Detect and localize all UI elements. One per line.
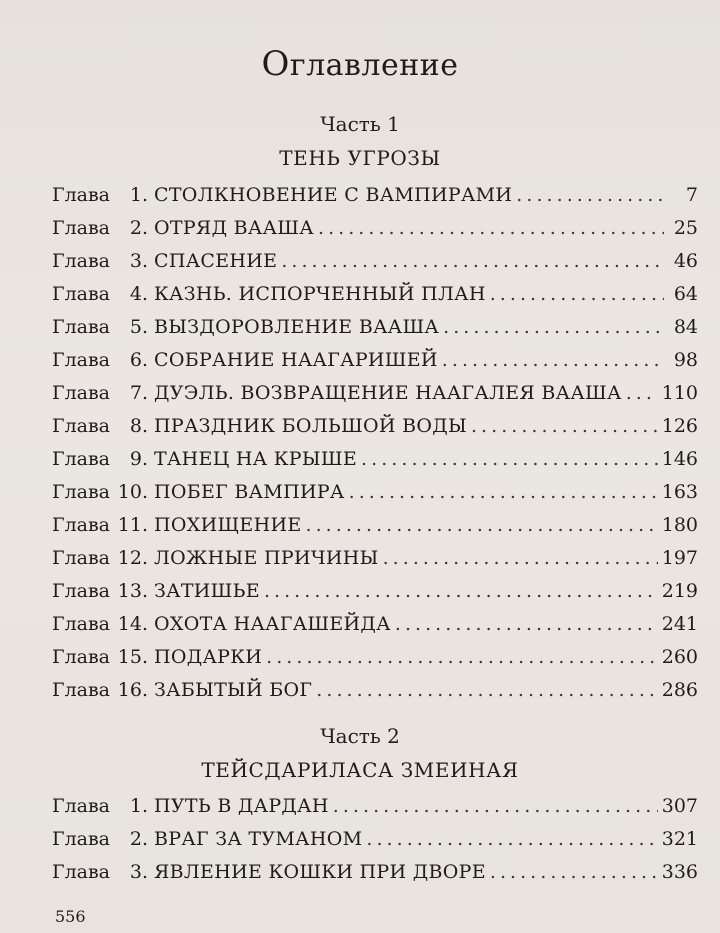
chapter-number: 9. — [129, 448, 148, 470]
dot-leader — [516, 184, 664, 206]
part-2-name: ТЕЙСДАРИЛАСА ЗМЕИНАЯ — [201, 758, 519, 782]
dot-leader — [490, 283, 664, 305]
toc-entry[interactable] — [52, 646, 698, 679]
dot-leader — [442, 349, 664, 371]
chapter-title: ПОДАРКИ — [154, 646, 263, 668]
dot-leader — [383, 547, 658, 569]
chapter-number: 8. — [129, 415, 148, 437]
chapter-title: ВЫЗДОРОВЛЕНИЕ ВААША — [154, 316, 440, 338]
chapter-number: 5. — [129, 316, 148, 338]
chapter-word: Глава — [52, 795, 111, 817]
toc-entry[interactable] — [52, 184, 698, 217]
dot-leader — [443, 316, 664, 338]
chapter-title: СОБРАНИЕ НААГАРИШЕЙ — [154, 349, 438, 371]
chapter-number: 16. — [117, 679, 148, 701]
toc-entry[interactable] — [52, 795, 698, 828]
dot-leader — [366, 828, 657, 850]
chapter-page: 64 — [673, 283, 698, 305]
toc-part-2 — [52, 795, 698, 894]
chapter-word: Глава — [52, 250, 111, 272]
chapter-word: Глава — [52, 184, 111, 206]
dot-leader — [306, 514, 658, 536]
chapter-title: ОХОТА НААГАШЕЙДА — [154, 613, 391, 635]
chapter-number: 12. — [117, 547, 148, 569]
toc-entry[interactable] — [52, 514, 698, 547]
chapter-title: ПОХИЩЕНИЕ — [154, 514, 302, 536]
dot-leader — [626, 382, 658, 404]
chapter-word: Глава — [52, 382, 111, 404]
chapter-number: 6. — [129, 349, 148, 371]
title-rest: главление — [289, 48, 459, 83]
chapter-number: 2. — [129, 828, 148, 850]
toc-entry[interactable] — [52, 613, 698, 646]
chapter-title: ДУЭЛЬ. ВОЗВРАЩЕНИЕ НААГАЛЕЯ ВААША — [154, 382, 622, 404]
chapter-title: ВРАГ ЗА ТУМАНОМ — [154, 828, 363, 850]
chapter-word: Глава — [52, 547, 111, 569]
dot-leader — [349, 481, 658, 503]
chapter-word: Глава — [52, 316, 111, 338]
toc-entry[interactable] — [52, 547, 698, 580]
chapter-page: 260 — [661, 646, 698, 668]
dot-leader — [333, 795, 658, 817]
dot-leader — [266, 646, 658, 668]
chapter-number: 4. — [129, 283, 148, 305]
chapter-title: ОТРЯД ВААША — [154, 217, 314, 239]
chapter-word: Глава — [52, 646, 111, 668]
chapter-page: 286 — [661, 679, 698, 701]
dot-leader — [361, 448, 658, 470]
chapter-title: ПУТЬ В ДАРДАН — [154, 795, 329, 817]
chapter-number: 1. — [129, 184, 148, 206]
toc-entry[interactable] — [52, 481, 698, 514]
chapter-page: 126 — [661, 415, 698, 437]
chapter-word: Глава — [52, 349, 111, 371]
toc-entry[interactable] — [52, 448, 698, 481]
toc-entry[interactable] — [52, 382, 698, 415]
chapter-title: СПАСЕНИЕ — [154, 250, 278, 272]
chapter-word: Глава — [52, 481, 111, 503]
chapter-word: Глава — [52, 580, 111, 602]
chapter-page: 307 — [661, 795, 698, 817]
chapter-word: Глава — [52, 679, 111, 701]
toc-entry[interactable] — [52, 580, 698, 613]
chapter-title: ЗАБЫТЫЙ БОГ — [154, 679, 313, 701]
chapter-title: СТОЛКНОВЕНИЕ С ВАМПИРАМИ — [154, 184, 513, 206]
chapter-title: ЗАТИШЬЕ — [154, 580, 260, 602]
chapter-page: 110 — [661, 382, 698, 404]
chapter-page: 321 — [661, 828, 698, 850]
chapter-title: ЛОЖНЫЕ ПРИЧИНЫ — [154, 547, 379, 569]
chapter-number: 1. — [129, 795, 148, 817]
chapter-number: 11. — [117, 514, 148, 536]
toc-entry[interactable] — [52, 250, 698, 283]
title-initial: О — [261, 44, 290, 84]
toc-part-1 — [52, 184, 698, 712]
chapter-word: Глава — [52, 514, 111, 536]
toc-entry[interactable] — [52, 679, 698, 712]
dot-leader — [281, 250, 664, 272]
part-1-name: ТЕНЬ УГРОЗЫ — [279, 146, 441, 170]
dot-leader — [471, 415, 658, 437]
chapter-page: 163 — [661, 481, 698, 503]
chapter-number: 13. — [117, 580, 148, 602]
chapter-page: 336 — [661, 861, 698, 883]
chapter-number: 3. — [129, 250, 148, 272]
chapter-number: 15. — [117, 646, 148, 668]
chapter-word: Глава — [52, 415, 111, 437]
chapter-word: Глава — [52, 613, 111, 635]
chapter-title: КАЗНЬ. ИСПОРЧЕННЫЙ ПЛАН — [154, 283, 486, 305]
toc-entry[interactable] — [52, 828, 698, 861]
chapter-page: 146 — [661, 448, 698, 470]
chapter-number: 3. — [129, 861, 148, 883]
chapter-page: 98 — [673, 349, 698, 371]
chapter-word: Глава — [52, 861, 111, 883]
chapter-page: 219 — [661, 580, 698, 602]
chapter-page: 180 — [661, 514, 698, 536]
toc-entry[interactable] — [52, 415, 698, 448]
toc-entry[interactable] — [52, 861, 698, 894]
part-1-label: Часть 1 — [320, 112, 400, 136]
chapter-title: ПРАЗДНИК БОЛЬШОЙ ВОДЫ — [154, 415, 467, 437]
chapter-number: 14. — [117, 613, 148, 635]
chapter-title: ТАНЕЦ НА КРЫШЕ — [154, 448, 358, 470]
chapter-word: Глава — [52, 448, 111, 470]
chapter-page: 197 — [661, 547, 698, 569]
toc-entry[interactable] — [52, 283, 698, 316]
chapter-page: 46 — [673, 250, 698, 272]
chapter-word: Глава — [52, 217, 111, 239]
chapter-title: ЯВЛЕНИЕ КОШКИ ПРИ ДВОРЕ — [154, 861, 486, 883]
page-number: 556 — [55, 907, 86, 926]
dot-leader — [395, 613, 658, 635]
chapter-title: ПОБЕГ ВАМПИРА — [154, 481, 345, 503]
chapter-page: 84 — [673, 316, 698, 338]
chapter-number: 10. — [117, 481, 148, 503]
dot-leader — [318, 217, 664, 239]
toc-entry[interactable] — [52, 217, 698, 250]
toc-entry[interactable] — [52, 349, 698, 382]
dot-leader — [264, 580, 658, 602]
chapter-page: 25 — [673, 217, 698, 239]
chapter-page: 7 — [685, 184, 698, 206]
chapter-number: 2. — [129, 217, 148, 239]
chapter-word: Глава — [52, 283, 111, 305]
toc-entry[interactable] — [52, 316, 698, 349]
part-2-label: Часть 2 — [320, 724, 400, 748]
dot-leader — [490, 861, 658, 883]
dot-leader — [316, 679, 657, 701]
chapter-page: 241 — [661, 613, 698, 635]
page-title — [0, 44, 720, 84]
chapter-word: Глава — [52, 828, 111, 850]
chapter-number: 7. — [129, 382, 148, 404]
